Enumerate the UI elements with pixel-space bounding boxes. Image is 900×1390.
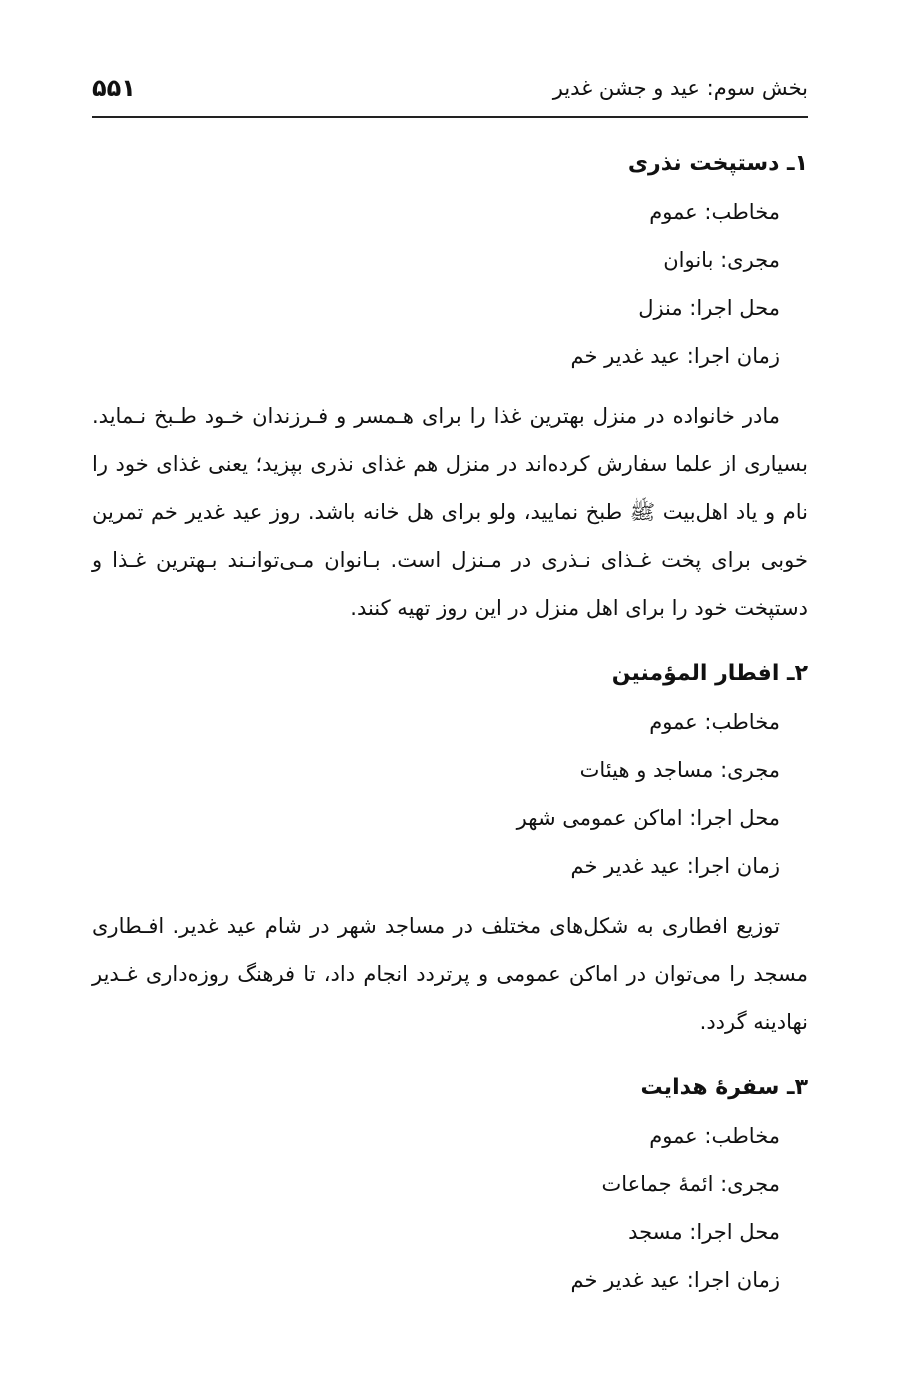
section-1 bbox=[92, 140, 808, 632]
audience-line: مخاطب: عموم bbox=[649, 200, 780, 224]
organizer-line: مجری: بانوان bbox=[663, 248, 780, 272]
info-list bbox=[92, 698, 808, 890]
time-line: زمان اجرا: عید غدیر خم bbox=[570, 854, 780, 878]
header-divider bbox=[92, 116, 808, 118]
location-line: محل اجرا: اماکن عمومی شهر bbox=[516, 806, 780, 830]
info-list bbox=[92, 188, 808, 380]
location-line: محل اجرا: منزل bbox=[638, 296, 780, 320]
info-list bbox=[92, 1112, 808, 1304]
section-paragraph: توزیع افطاری به شکل‌های مختلف در مساجد شهر در شام عید غدیر. افـطاری مسجد را می‌توان در اماکن عمومی و پرتردد انجام داد، تا فرهنگ روزه‌داری غـدیر نهادینه گردد. bbox=[92, 914, 808, 1034]
section-title: ۱ـ دستپخت نذری bbox=[627, 151, 808, 176]
section-title: ۳ـ سفرهٔ هدایت bbox=[640, 1075, 808, 1100]
section-2 bbox=[92, 650, 808, 1046]
page-body bbox=[92, 140, 808, 1322]
audience-line: مخاطب: عموم bbox=[649, 1124, 780, 1148]
location-line: محل اجرا: مسجد bbox=[628, 1220, 780, 1244]
section-paragraph: مادر خانواده در منزل بهترین غذا را برای هـمسر و فـرزندان خـود طـبخ نـماید. بسیاری از علما سفارش کرده‌اند در منزل هم غذای نذری بپزید؛ یعنی غذای خود را نام و یاد اهل‌بیت ﷺ طبخ نمایید، ولو برای هل خانه باشد. روز عید غدیر خم تمرین خوبی برای پخت غـذای نـذری در مـنزل است. بـانوان مـی‌توانـند بـهترین غـذا و دستپخت خود را برای اهل منزل در این روز تهیه کنند. bbox=[92, 404, 808, 620]
running-header-title: بخش سوم: عید و جشن غدیر bbox=[552, 76, 808, 100]
time-line: زمان اجرا: عید غدیر خم bbox=[570, 344, 780, 368]
section-title: ۲ـ افطار المؤمنین bbox=[611, 661, 808, 686]
page-header bbox=[92, 70, 808, 106]
organizer-line: مجری: مساجد و هیئات bbox=[579, 758, 780, 782]
audience-line: مخاطب: عموم bbox=[649, 710, 780, 734]
organizer-line: مجری: ائمهٔ جماعات bbox=[601, 1172, 780, 1196]
page-number: ۵۵۱ bbox=[92, 74, 136, 102]
section-3 bbox=[92, 1064, 808, 1304]
time-line: زمان اجرا: عید غدیر خم bbox=[570, 1268, 780, 1292]
